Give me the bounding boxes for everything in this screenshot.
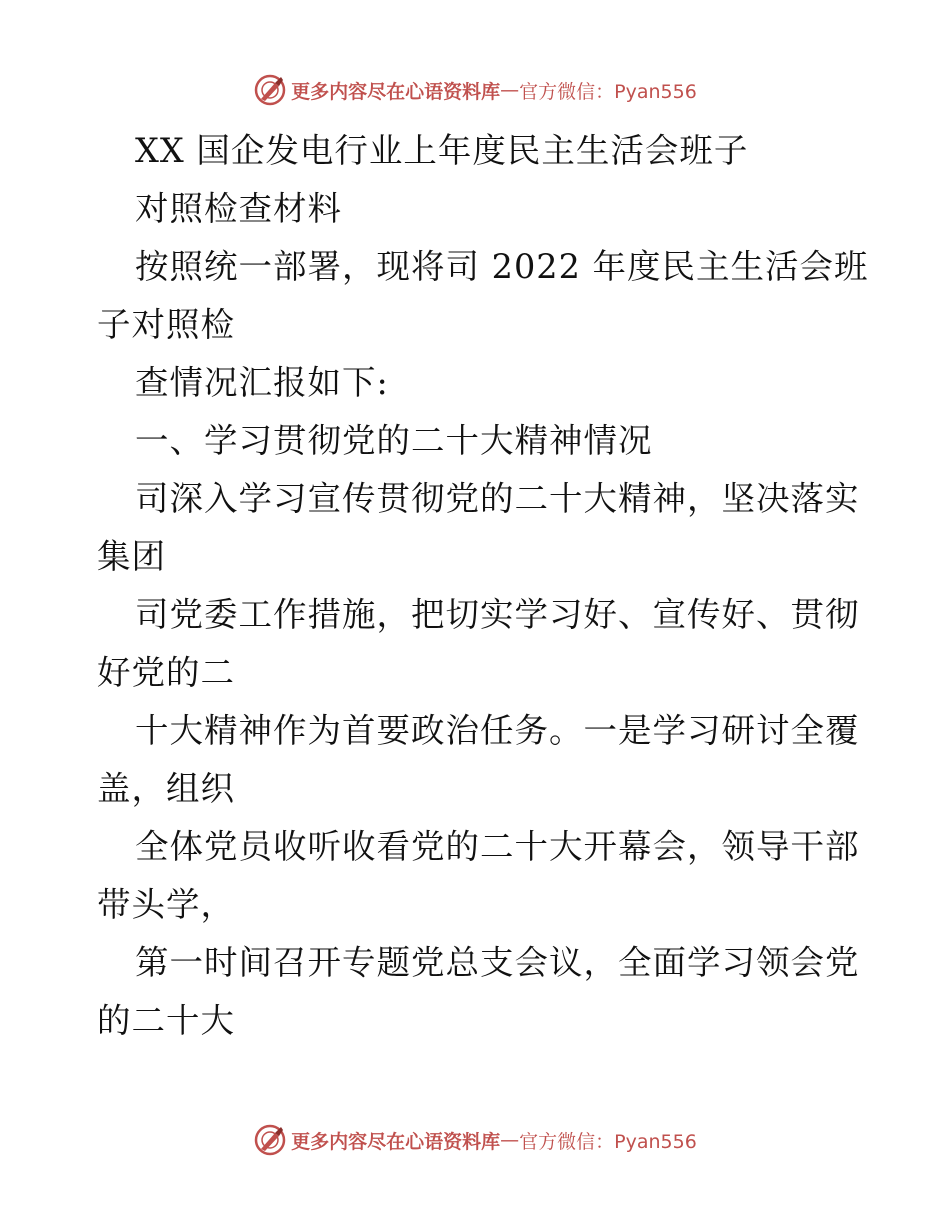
watermark-main-text: 更多内容尽在心语资料库 <box>291 1130 501 1153</box>
watermark-header-content <box>253 73 697 107</box>
document-body <box>97 122 869 1050</box>
doc-line-4: 子对照检 <box>97 305 235 344</box>
doc-line-10: 好党的二 <box>97 653 235 692</box>
watermark-footer <box>0 1120 950 1160</box>
doc-line-6: 一、学习贯彻党的二十大精神情况 <box>135 421 653 460</box>
doc-line-11: 十大精神作为首要政治任务。一是学习研讨全覆 <box>135 711 860 750</box>
doc-line-5: 查情况汇报如下: <box>135 363 389 402</box>
doc-line-7: 司深入学习宣传贯彻党的二十大精神，坚决落实 <box>135 479 860 518</box>
doc-line-12: 盖，组织 <box>97 769 235 808</box>
doc-line-15: 第一时间召开专题党总支会议，全面学习领会党 <box>135 943 860 982</box>
doc-line-1: XX 国企发电行业上年度民主生活会班子 <box>135 131 749 170</box>
doc-line-3: 按照统一部署，现将司 2022 年度民主生活会班 <box>135 247 869 286</box>
pen-logo-icon <box>253 1123 287 1157</box>
doc-line-8: 集团 <box>97 537 166 576</box>
doc-line-9: 司党委工作措施，把切实学习好、宣传好、贯彻 <box>135 595 860 634</box>
watermark-header <box>0 70 950 110</box>
doc-line-2: 对照检查材料 <box>135 189 342 228</box>
watermark-contact-text: 官方微信：Pyan556 <box>519 80 697 103</box>
doc-line-13: 全体党员收听收看党的二十大开幕会，领导干部 <box>135 827 860 866</box>
doc-line-16: 的二十大 <box>97 1001 235 1040</box>
watermark-dash: — <box>500 1129 520 1151</box>
doc-line-14: 带头学， <box>97 885 235 924</box>
pen-logo-icon <box>253 73 287 107</box>
watermark-main-text: 更多内容尽在心语资料库 <box>291 80 501 103</box>
watermark-contact-text: 官方微信：Pyan556 <box>519 1130 697 1153</box>
watermark-dash: — <box>500 79 520 101</box>
watermark-footer-content <box>253 1123 697 1157</box>
